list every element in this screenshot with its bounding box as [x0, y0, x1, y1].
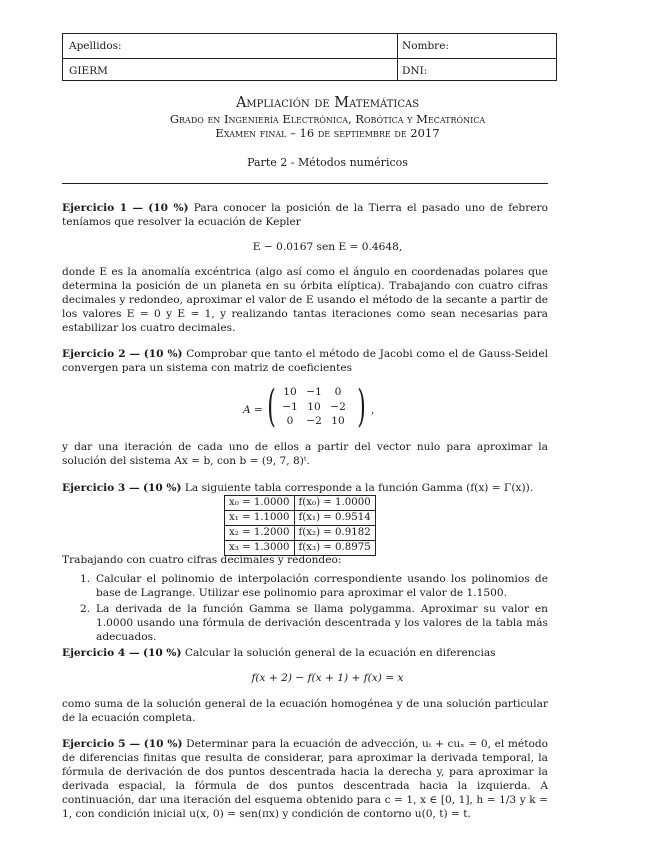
exercise-1-label: Ejercicio 1 —	[62, 202, 144, 214]
exercise-4-intro-text: Calcular la solución general de la ecuación en diferencias	[184, 647, 496, 659]
exercise-1-intro-text: Para conocer la posición de la Tierra el pasado uno de febrero teníamos que resolver la ecuación de Kepler	[62, 202, 548, 228]
matrix-cell: −2	[330, 400, 346, 413]
matrix-cell: 0	[286, 415, 294, 427]
table-cell: f(x₁) = 0.9514	[294, 511, 375, 526]
exercise-1-body: donde E es la anomalía excéntrica (algo así como el ángulo en coordenadas polares que determina la posición de un planeta en su órbita elíptica). Trabajando con cuatro cifras decimales y redondeo, aproximar el valor de E usando el método de la secante a partir de los valores E = 0 y E = 1, y realizando tantas iteraciones como sean necesarias para estabilizar los cuatro decimales.	[62, 266, 548, 334]
exercise-5-text	[62, 737, 548, 821]
exam-date: Examen final – 16 de septiembre de 2017	[215, 126, 440, 140]
matrix-end: ,	[371, 404, 375, 416]
matrix-right-paren: )	[357, 381, 366, 432]
matrix-cell: −1	[306, 386, 322, 398]
matrix-name: A =	[243, 404, 263, 416]
exercise-4-intro	[62, 646, 548, 660]
exercise-4-weight: (10 %)	[142, 647, 182, 659]
exercise-1-weight: (10 %)	[148, 202, 189, 214]
matrix-cell: −1	[282, 400, 298, 413]
table-cell: x₃ = 1.3000	[225, 541, 295, 556]
table-cell: x₂ = 1.2000	[225, 526, 295, 541]
matrix-left-paren: (	[267, 381, 276, 432]
header-box	[62, 33, 557, 81]
table-row	[225, 526, 376, 541]
title-rule	[62, 183, 548, 184]
list-item-number: 2.	[80, 603, 91, 615]
exercise-2-intro-text: Comprobar que tanto el método de Jacobi como el de Gauss-Seidel convergen para un sistema con matriz de coeficientes	[62, 348, 548, 374]
exercise-3-intro	[62, 481, 548, 495]
table-cell: f(x₃) = 0.8975	[294, 541, 375, 556]
table-cell: x₁ = 1.1000	[225, 511, 295, 526]
gamma-table-wrap	[224, 495, 376, 556]
exam-part: Parte 2 - Métodos numéricos	[247, 156, 408, 169]
matrix-cell: −2	[306, 415, 322, 427]
exercise-1-intro	[62, 201, 548, 229]
exercise-2-label: Ejercicio 2 —	[62, 348, 141, 360]
exercise-3-weight: (10 %)	[142, 482, 182, 494]
table-cell: f(x₂) = 0.9182	[294, 526, 375, 541]
exercise-5-weight: (10 %)	[143, 738, 183, 750]
dni-label: DNI:	[402, 65, 428, 77]
gamma-table	[224, 495, 376, 556]
nombre-label: Nombre:	[402, 40, 449, 52]
matrix-cell: 0	[334, 386, 342, 398]
table-row	[225, 496, 376, 511]
exercise-2-weight: (10 %)	[143, 348, 183, 360]
exercise-3-after: Trabajando con cuatro cifras decimales y redondeo:	[62, 554, 342, 566]
group-label: GIERM	[69, 65, 108, 77]
exercise-4-label: Ejercicio 4 —	[62, 647, 140, 659]
difference-equation: f(x + 2) − f(x + 1) + f(x) = x	[251, 672, 404, 684]
exercise-4-body: como suma de la solución general de la ecuación homogénea y de una solución particular de la ecuación completa.	[62, 698, 548, 724]
matrix-cell: 10	[307, 400, 321, 413]
exercise-2-body: y dar una iteración de cada uno de ellos a partir del vector nulo para aproximar la solución del sistema Ax = b, con b = (9, 7, 8)ᵗ.	[62, 441, 548, 467]
matrix-cell: 10	[331, 415, 345, 427]
exercise-2-intro	[62, 347, 548, 375]
kepler-equation: E − 0.0167 sen E = 0.4648,	[252, 241, 403, 253]
header-divider	[63, 58, 556, 59]
list-item: La derivada de la función Gamma se llama polygamma. Aproximar su valor en 1.0000 usando una fórmula de derivación descentrada y los valores de la tabla más adecuados.	[96, 603, 548, 643]
table-cell: f(x₀) = 1.0000	[294, 496, 375, 511]
exercise-3-label: Ejercicio 3 —	[62, 482, 140, 494]
exam-degree: Grado en Ingeniería Electrónica, Robótica y Mecatrónica	[169, 112, 486, 126]
header-vertical-divider	[397, 34, 398, 80]
table-row	[225, 511, 376, 526]
exercise-5-label: Ejercicio 5 —	[62, 738, 141, 750]
exercise-5-body: Determinar para la ecuación de advección, uₜ + cuₓ = 0, el método de diferencias finitas que resulta de considerar, para aproximar la derivada temporal, la fórmula de derivación de dos puntos descentrada hacia la derecha y, para aproximar la derivada espacial, la fórmula de dos puntos descentrada hacia la izquierda. A continuación, dar una iteración del esquema obtenido para c = 1, x ∈ [0, 1], h = 1/3 y k = 1, con condición inicial u(x, 0) = sen(πx) y condición de contorno u(0, t) = t.	[62, 738, 548, 820]
matrix-cell: 10	[283, 386, 297, 398]
table-cell: x₀ = 1.0000	[225, 496, 295, 511]
exercise-3-intro-text: La siguiente tabla corresponde a la función Gamma (f(x) = Γ(x)).	[184, 482, 534, 494]
list-item-number: 1.	[80, 573, 91, 585]
exam-title: Ampliación de Matemáticas	[235, 95, 420, 111]
apellidos-label: Apellidos:	[69, 40, 122, 52]
list-item: Calcular el polinomio de interpolación correspondiente usando los polinomios de base de Lagrange. Utilizar ese polinomio para aproximar el valor de 1.1500.	[96, 573, 548, 599]
matrix-body	[278, 385, 350, 429]
